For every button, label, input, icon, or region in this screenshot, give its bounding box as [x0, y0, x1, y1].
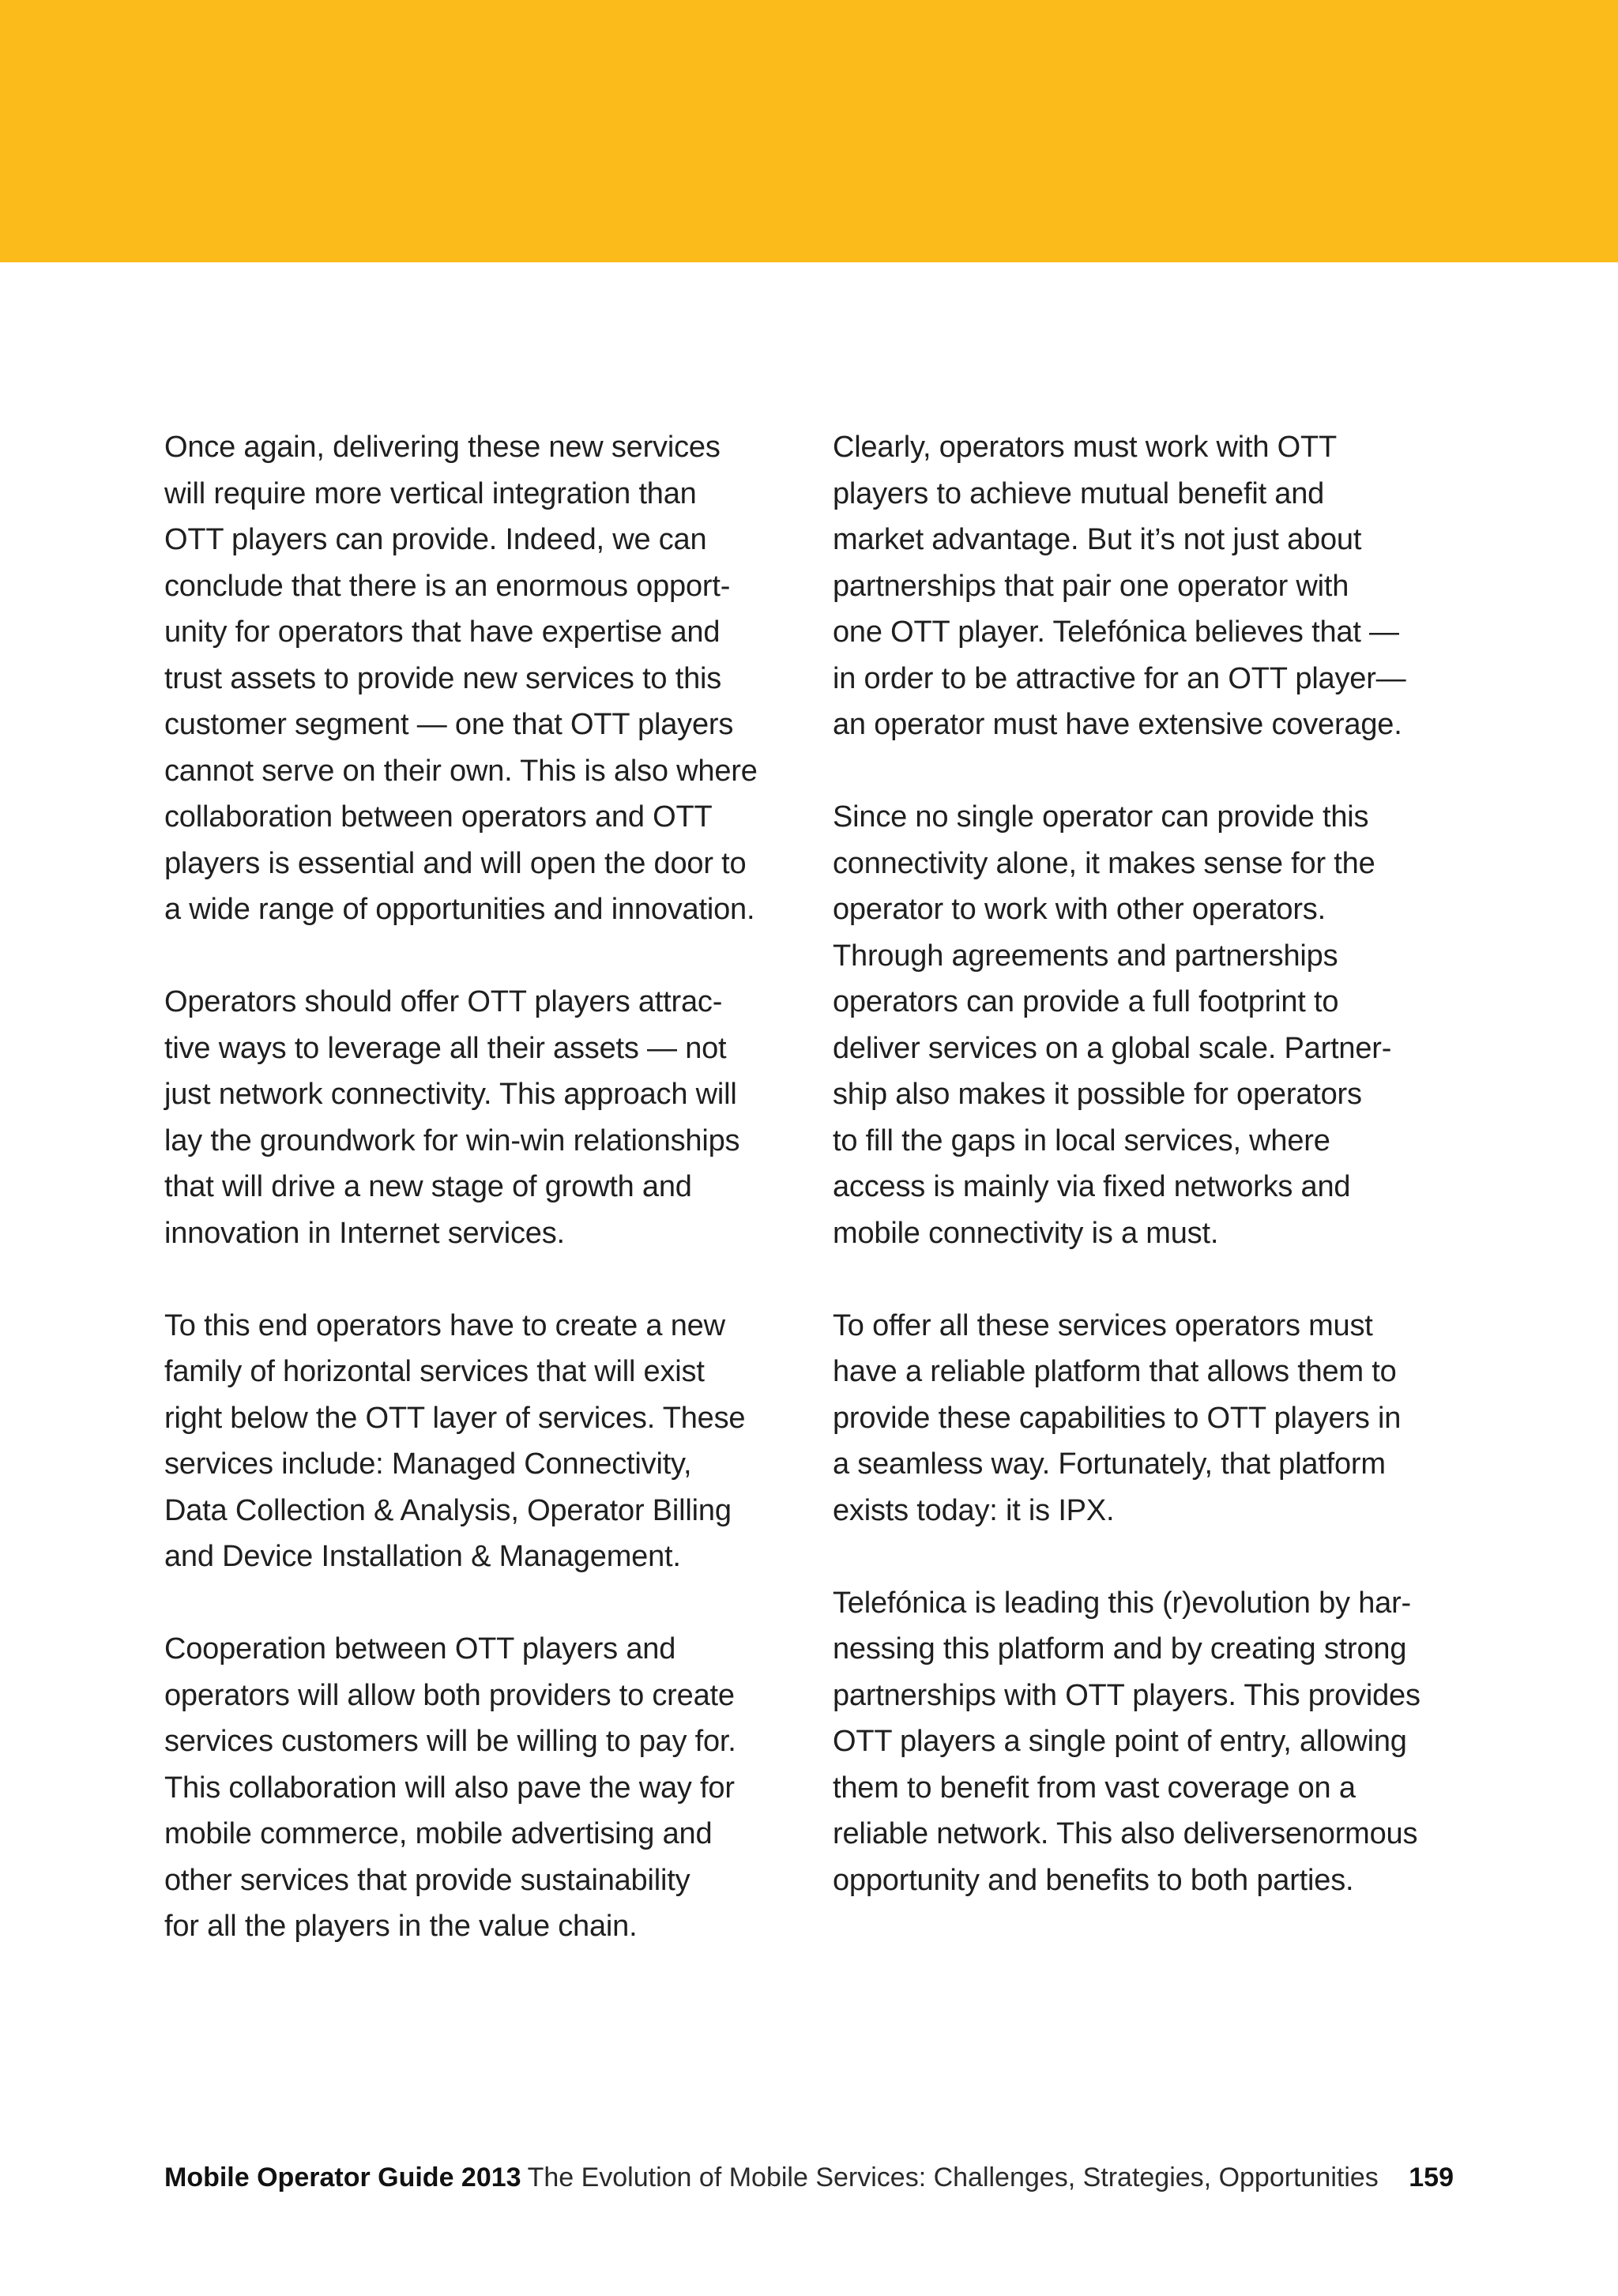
text-line: will require more vertical integration than	[164, 476, 697, 510]
paragraph	[833, 1303, 1481, 1534]
right-text-column	[833, 424, 1481, 1950]
text-line: in order to be attractive for an OTT player—	[833, 661, 1406, 695]
text-line: Telefónica is leading this (r)evolution by har-	[833, 1586, 1411, 1620]
text-line: players is essential and will open the door to	[164, 846, 747, 880]
text-line: operator to work with other operators.	[833, 893, 1326, 926]
text-line: services include: Managed Connectivity,	[164, 1447, 692, 1481]
text-line: market advantage. But it’s not just about	[833, 523, 1362, 556]
text-line: an operator must have extensive coverage.	[833, 708, 1402, 741]
footer-subtitle: The Evolution of Mobile Services: Challenges, Strategies, Opportunities	[527, 2162, 1379, 2192]
text-line: To this end operators have to create a new	[164, 1308, 725, 1342]
text-line: lay the groundwork for win-win relationships	[164, 1124, 740, 1157]
text-line: Cooperation between OTT players and	[164, 1632, 676, 1666]
text-line: them to benefit from vast coverage on a	[833, 1771, 1356, 1805]
text-line: Data Collection & Analysis, Operator Billing	[164, 1493, 732, 1527]
text-line: operators will allow both providers to create	[164, 1678, 735, 1712]
text-line: partnerships with OTT players. This provides	[833, 1678, 1420, 1712]
text-line: collaboration between operators and OTT	[164, 800, 713, 834]
paragraph	[833, 1580, 1481, 1904]
text-line: one OTT player. Telefónica believes that —	[833, 615, 1399, 649]
left-text-column	[164, 424, 812, 1996]
text-line: unity for operators that have expertise and	[164, 615, 721, 649]
text-line: just network connectivity. This approach will	[164, 1078, 737, 1111]
text-line: family of horizontal services that will exist	[164, 1355, 705, 1388]
paragraph	[833, 794, 1481, 1256]
paragraph	[164, 1303, 812, 1580]
text-line: right below the OTT layer of services. These	[164, 1401, 746, 1435]
page-footer	[164, 2159, 1454, 2196]
text-line: have a reliable platform that allows them to	[833, 1355, 1397, 1388]
paragraph	[164, 424, 812, 933]
text-line: a seamless way. Fortunately, that platform	[833, 1447, 1386, 1481]
text-line: OTT players a single point of entry, allowing	[833, 1725, 1407, 1758]
text-line: tive ways to leverage all their assets — not	[164, 1031, 727, 1065]
text-line: operators can provide a full footprint to	[833, 985, 1339, 1018]
text-line: Once again, delivering these new services	[164, 431, 721, 464]
footer-publication-title: Mobile Operator Guide 2013	[164, 2162, 521, 2192]
text-line: provide these capabilities to OTT players in	[833, 1401, 1402, 1435]
text-line: services customers will be willing to pay for.	[164, 1725, 736, 1758]
text-line: a wide range of opportunities and innovation.	[164, 893, 755, 926]
text-line: Clearly, operators must work with OTT	[833, 431, 1338, 464]
text-line: to fill the gaps in local services, where	[833, 1124, 1330, 1157]
text-line: deliver services on a global scale. Partner-	[833, 1031, 1392, 1065]
text-line: players to achieve mutual benefit and	[833, 476, 1325, 510]
text-line: for all the players in the value chain.	[164, 1910, 638, 1943]
text-line: mobile connectivity is a must.	[833, 1216, 1219, 1250]
text-line: connectivity alone, it makes sense for the	[833, 846, 1375, 880]
text-line: customer segment — one that OTT players	[164, 708, 734, 741]
text-line: Operators should offer OTT players attrac-	[164, 985, 723, 1018]
text-line: This collaboration will also pave the way for	[164, 1771, 735, 1805]
paragraph	[164, 1626, 812, 1950]
text-line: innovation in Internet services.	[164, 1216, 565, 1250]
text-line: ship also makes it possible for operators	[833, 1078, 1362, 1111]
page-number: 159	[1409, 2162, 1454, 2192]
text-line: partnerships that pair one operator with	[833, 569, 1349, 603]
text-line: trust assets to provide new services to this	[164, 661, 722, 695]
text-line: Through agreements and partnerships	[833, 939, 1338, 973]
header-color-band	[0, 0, 1618, 262]
text-line: exists today: it is IPX.	[833, 1493, 1115, 1527]
text-line: nessing this platform and by creating strong	[833, 1632, 1407, 1666]
text-line: mobile commerce, mobile advertising and	[164, 1817, 713, 1850]
paragraph	[164, 979, 812, 1256]
text-line: reliable network. This also deliversenormous	[833, 1817, 1418, 1850]
text-line: other services that provide sustainability	[164, 1863, 690, 1897]
text-line: cannot serve on their own. This is also where	[164, 754, 758, 788]
text-line: OTT players can provide. Indeed, we can	[164, 523, 707, 556]
text-line: and Device Installation & Management.	[164, 1540, 681, 1573]
text-line: Since no single operator can provide this	[833, 800, 1369, 834]
text-line: that will drive a new stage of growth and	[164, 1170, 692, 1203]
text-line: opportunity and benefits to both parties.	[833, 1863, 1354, 1897]
text-line: To offer all these services operators must	[833, 1308, 1373, 1342]
text-line: access is mainly via fixed networks and	[833, 1170, 1351, 1203]
text-line: conclude that there is an enormous opport-	[164, 569, 731, 603]
paragraph	[833, 424, 1481, 748]
